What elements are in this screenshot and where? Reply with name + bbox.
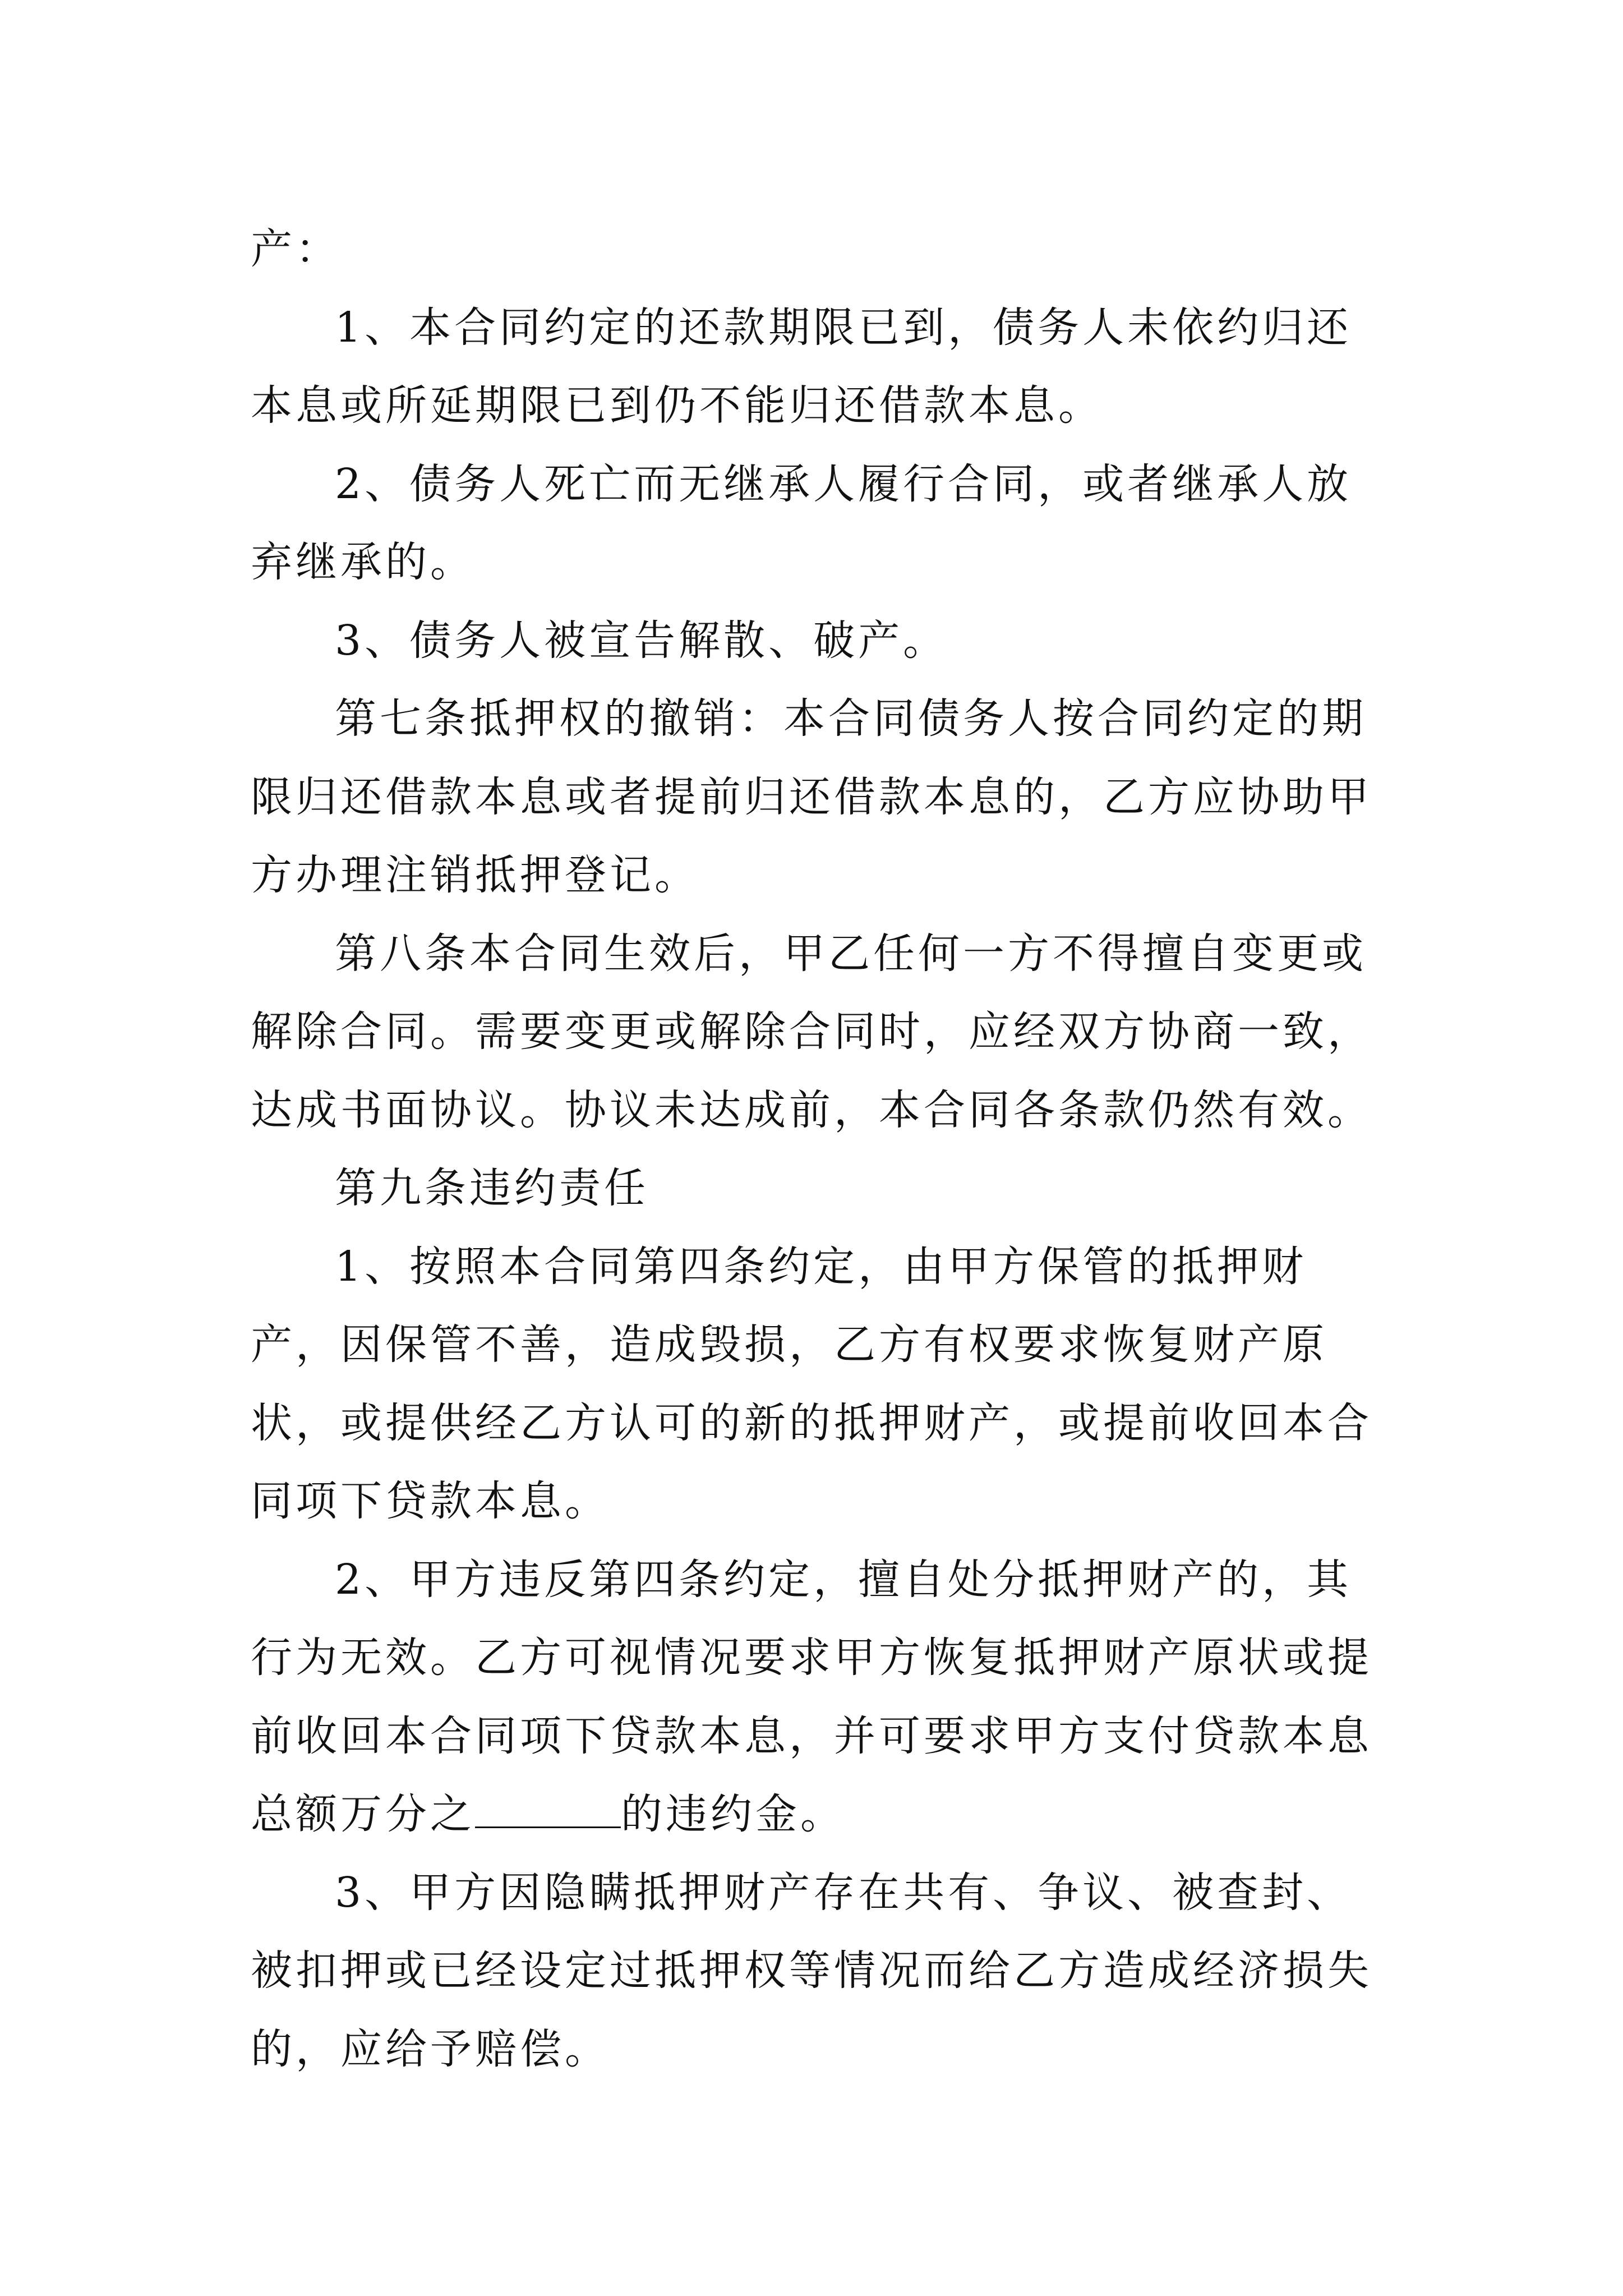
paragraph-continuation: 产： [251,225,340,273]
breach-item-2-text-end: 的违约金。 [621,1790,845,1838]
breach-item-2-text: 2、甲方违反第四条约定，擅自处分抵押财产的，其行为无效。乙方可视情况要求甲方恢复抵押财产原状或提前收回本合同项下贷款本息，并可要求甲方支付贷款本息总额万分之 [251,1555,1372,1838]
breach-item-2 [251,1541,1389,1854]
breach-item-1: 1、按照本合同第四条约定，由甲方保管的抵押财产，因保管不善，造成毁损，乙方有权要求恢复财产原状，或提供经乙方认可的新的抵押财产，或提前收回本合同项下贷款本息。 [251,1242,1372,1525]
clause-item-2: 2、债务人死亡而无继承人履行合同，或者继承人放弃继承的。 [251,459,1352,586]
clause-item-3: 3、债务人被宣告解散、破产。 [335,616,948,665]
document-body [251,210,1389,2088]
clause-item-1: 1、本合同约定的还款期限已到，债务人未依约归还本息或所延期限已到仍不能归还借款本息。 [251,303,1352,430]
fill-in-blank[interactable] [475,1789,621,1828]
article-7: 第七条抵押权的撤销：本合同债务人按合同约定的期限归还借款本息或者提前归还借款本息的，乙方应协助甲方办理注销抵押登记。 [251,694,1372,899]
article-8: 第八条本合同生效后，甲乙任何一方不得擅自变更或解除合同。需要变更或解除合同时，应经双方协商一致，达成书面协议。协议未达成前，本合同各条款仍然有效。 [251,929,1372,1134]
breach-item-3: 3、甲方因隐瞒抵押财产存在共有、争议、被查封、被扣押或已经设定过抵押权等情况而给乙方造成经济损失的，应给予赔偿。 [251,1868,1372,2073]
article-9-heading: 第九条违约责任 [335,1164,649,1212]
